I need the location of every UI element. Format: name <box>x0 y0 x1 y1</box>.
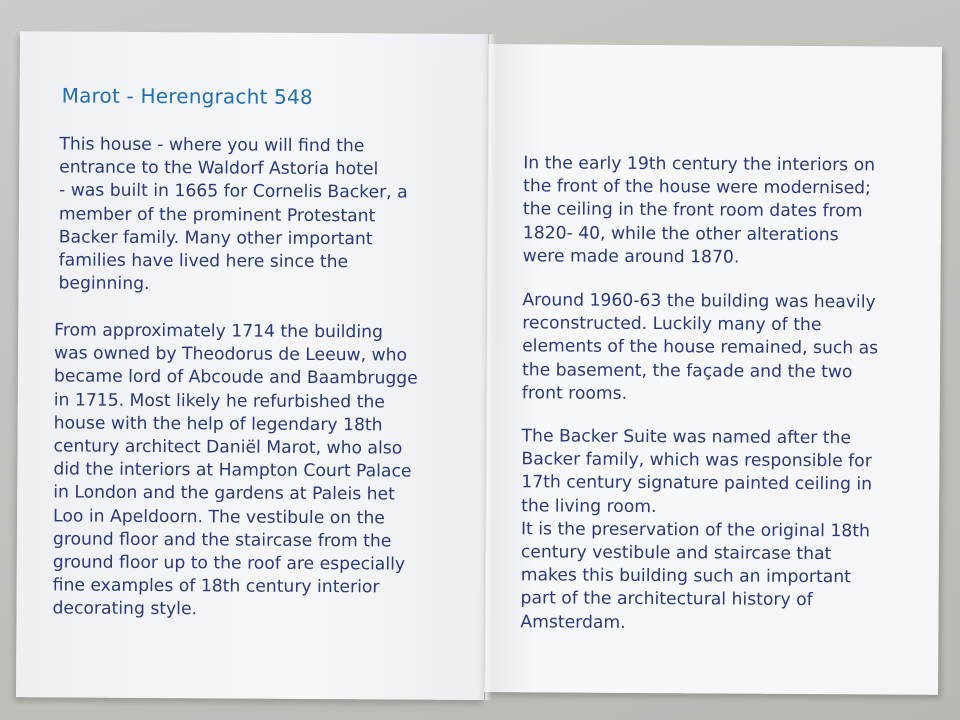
right-page <box>484 44 942 695</box>
right-paragraph-2: Around 1960-63 the building was heavily reconstructed. Luckily many of the elements of the house remained, such as the basement, the façade and the two front rooms. <box>521 290 879 404</box>
folded-card <box>16 31 942 703</box>
left-paragraph-1: This house - where you will find the entrance to the Waldorf Astoria hotel - was built in 1665 for Cornelis Backer, a member of the prominent Protestant Backer family. Many other important families have lived here since the beginning. <box>58 134 408 295</box>
page-title: Marot - Herengracht 548 <box>61 83 313 109</box>
right-paragraph-1: In the early 19th century the interiors on the front of the house were modernised; the ceiling in the front room dates from 1820- 40, while the other alterations were made around 1870. <box>522 153 876 268</box>
left-paragraph-2: From approximately 1714 the building was owned by Theodorus de Leeuw, who became lord of Abcoude and Baambrugge in 1715. Most likely he refurbished the house with the help of legendary 18th century architect Daniël Marot, who also did the interiors at Hampton Court Palace in London and the gardens at Paleis het Loo in Apeldoorn. The vestibule on the ground floor and the staircase from the ground floor up to the roof are especially fine examples of 18th century interior decorating style. <box>52 320 418 620</box>
right-paragraph-3: The Backer Suite was named after the Backer family, which was responsible for 17th century signature painted ceiling in the living room. It is the preservation of the original 18th century vestibule and staircase that makes this building such an important part of the architectural history of Amsterdam. <box>520 426 873 633</box>
left-page <box>16 31 488 700</box>
